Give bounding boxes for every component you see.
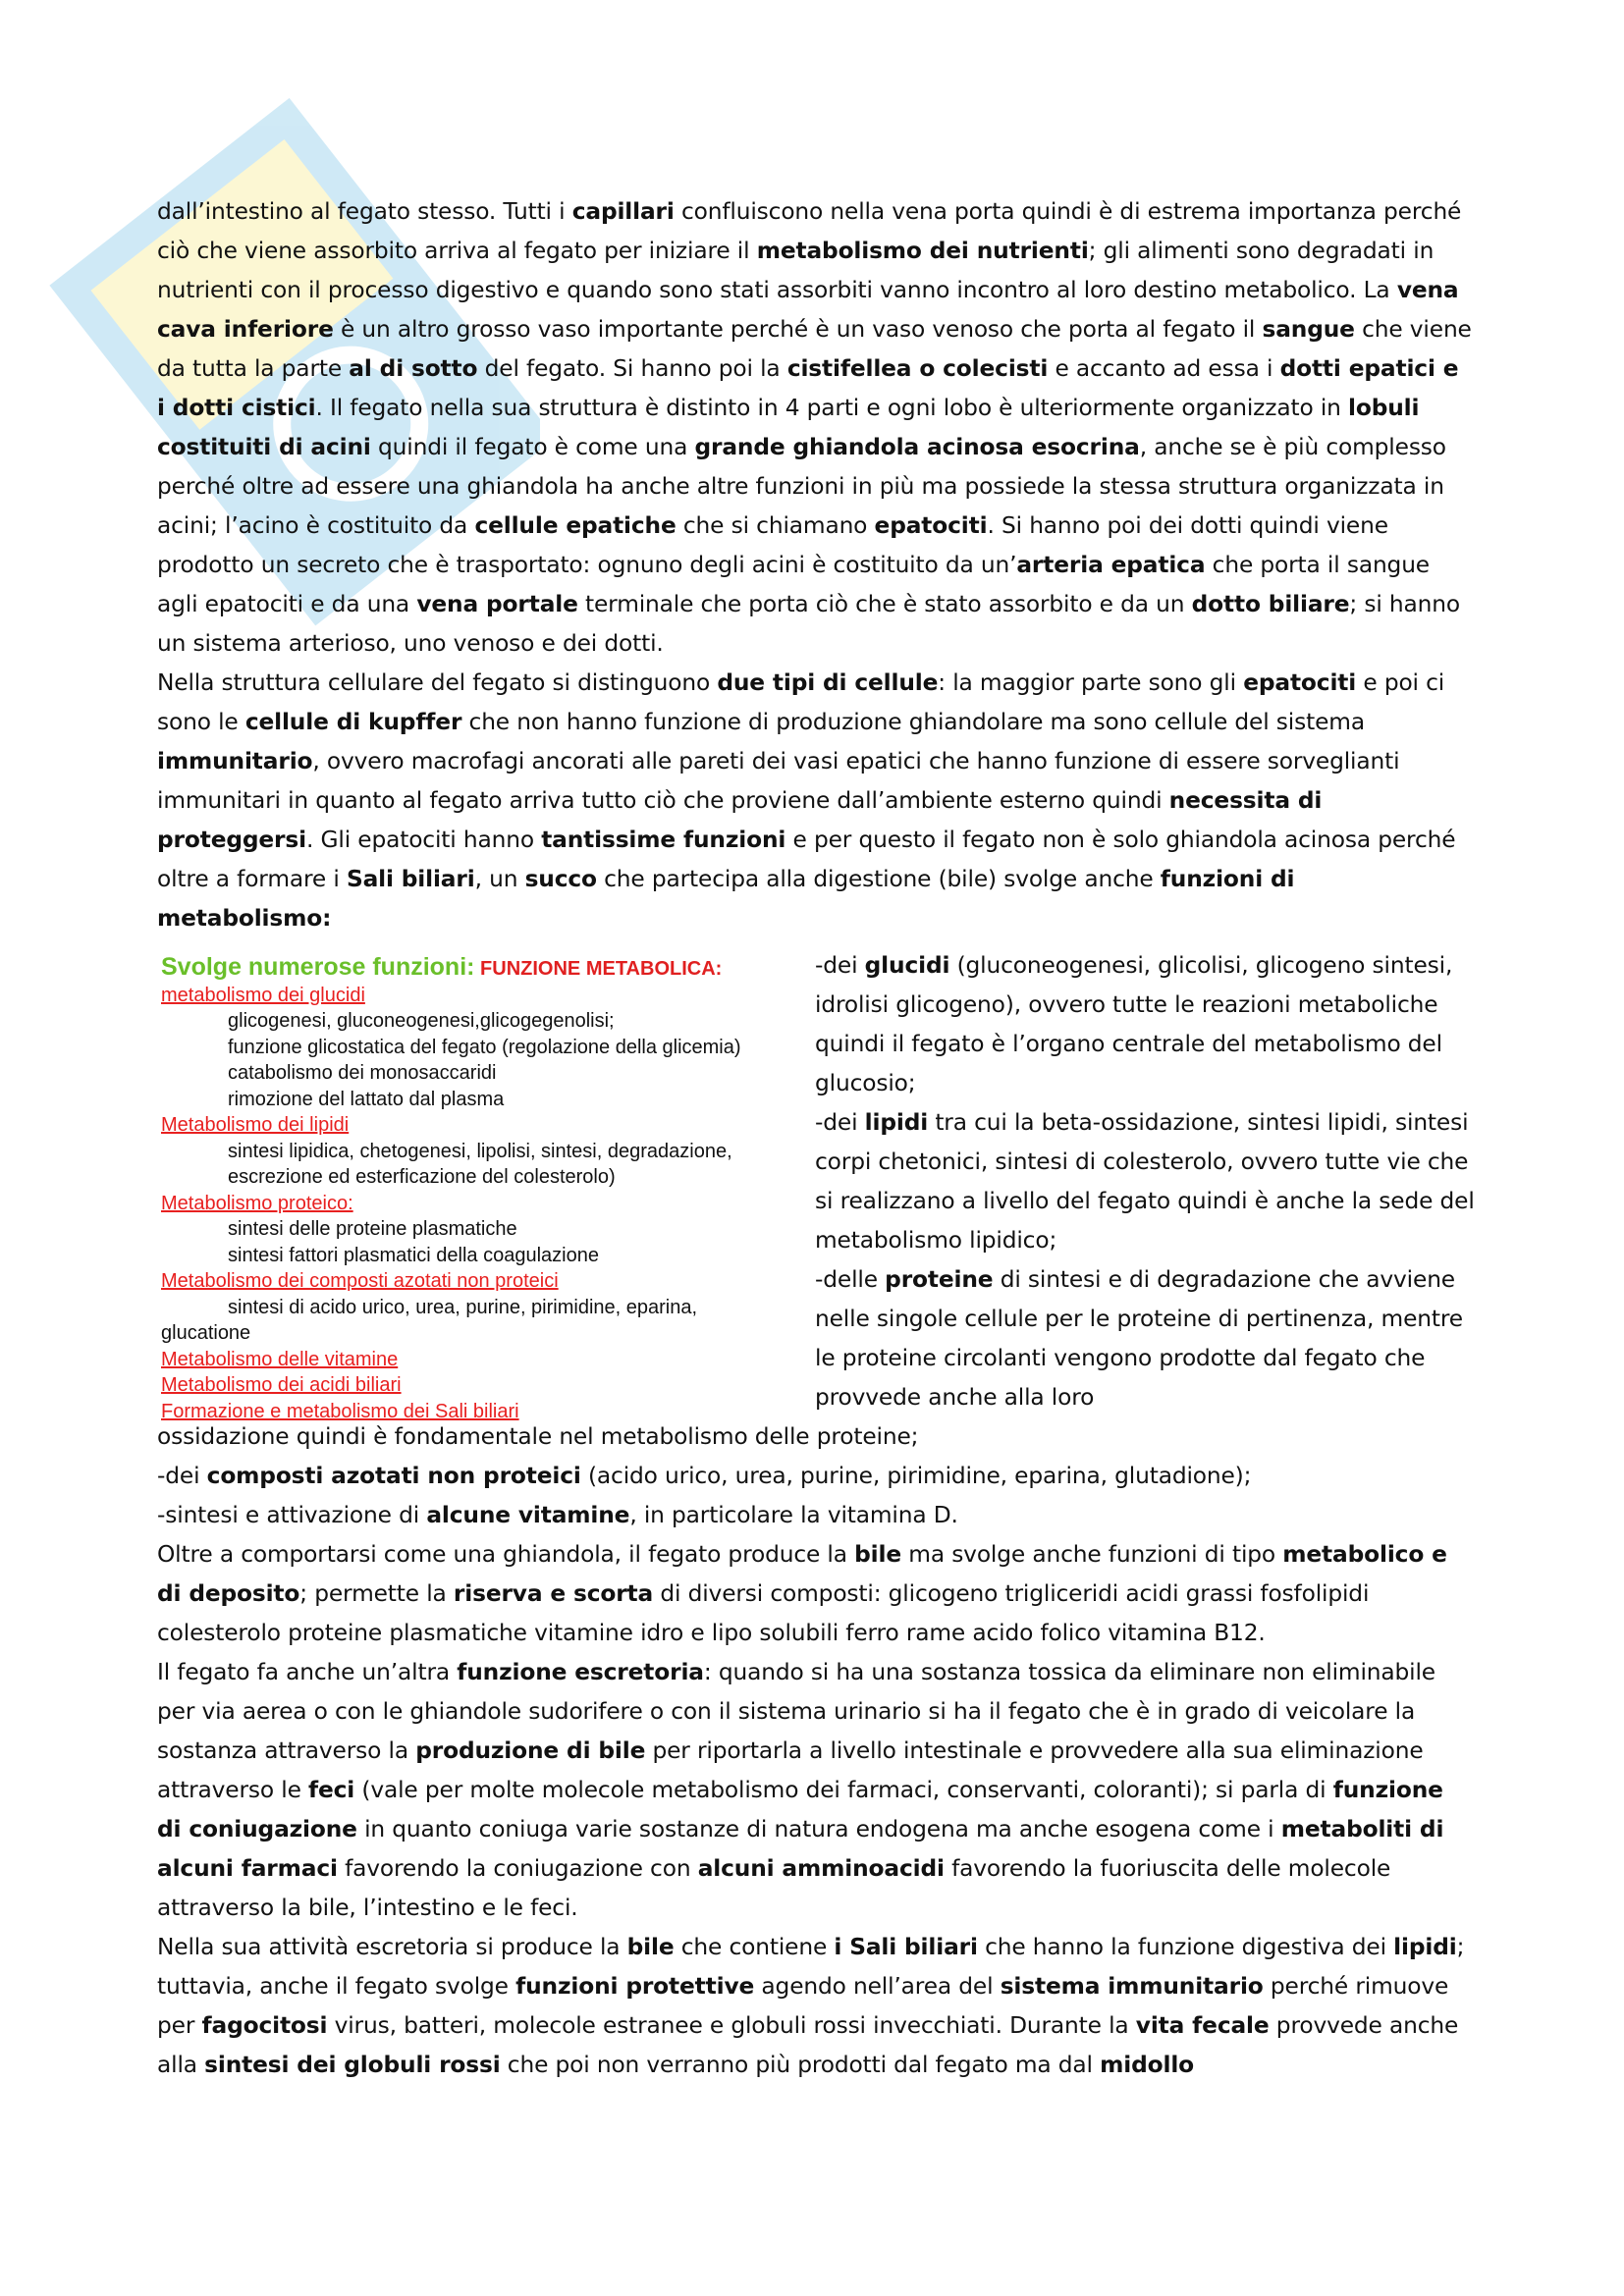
figure-line: metabolismo dei glucidi xyxy=(161,984,365,1006)
metabolic-functions-figure xyxy=(161,953,799,1422)
body-text-bottom: ossidazione quindi è fondamentale nel metabolismo delle proteine; -dei composti azotati non proteici (acido urico, urea, purine, pirimidine, eparina, glutadione); -sintesi e attivazione di alcune vitamine, in particolare la vitamina D. Oltre a comportarsi come una ghiandola, il fegato produce la bile ma svolge anche funzioni di tipo metabolico e di deposito; permette la riserva e scorta di diversi composti: glicogeno trigliceridi acidi grassi fosfolipidi colesterolo proteine plasmatiche vitamine idro e lipo solubili ferro rame acido folico vitamina B12. Il fegato fa anche un’altra funzione escretoria: quando si ha una sostanza tossica da eliminare non eliminabile per via aerea o con le ghiandole sudorifere o con il sistema urinario si ha il fegato che è in grado di veicolare la sostanza attraverso la produzione di bile per riportarla a livello intestinale e provvedere alla sua eliminazione attraverso le feci (vale per molte molecole metabolismo dei farmaci, conservanti, coloranti); si parla di funzione di coniugazione in quanto coniuga varie sostanze di natura endogena ma anche esogena come i metaboliti di alcuni farmaci favorendo la coniugazione con alcuni amminoacidi favorendo la fuoriuscita delle molecole attraverso la bile, l’intestino e le feci. Nella sua attività escretoria si produce la bile che contiene i Sali biliari che hanno la funzione digestiva dei lipidi; tuttavia, anche il fegato svolge funzioni protettive agendo nell’area del sistema immunitario perché rimuove per fagocitosi virus, batteri, molecole estranee e globuli rossi invecchiati. Durante la vita fecale provvede anche alla sintesi dei globuli rossi che poi non verranno più prodotti dal fegato ma dal midollo xyxy=(157,1423,1465,2078)
figure-line: funzione glicostatica del fegato (regolazione della glicemia) xyxy=(228,1036,741,1058)
figure-line: rimozione del lattato dal plasma xyxy=(228,1088,505,1110)
figure-line: Metabolismo dei acidi biliari xyxy=(161,1374,402,1396)
figure-line: sintesi fattori plasmatici della coagulazione xyxy=(228,1244,599,1266)
figure-line: Metabolismo proteico: xyxy=(161,1192,353,1214)
figure-line: Metabolismo delle vitamine xyxy=(161,1348,399,1370)
figure-line: escrezione ed esterficazione del colesterolo) xyxy=(228,1166,616,1188)
figure-line: sintesi lipidica, chetogenesi, lipolisi, sintesi, degradazione, xyxy=(228,1140,732,1162)
figure-line: catabolismo dei monosaccaridi xyxy=(228,1062,497,1084)
figure-line: Metabolismo dei composti azotati non proteici xyxy=(161,1270,559,1292)
figure-line: sintesi delle proteine plasmatiche xyxy=(228,1218,517,1240)
body-text-top: dall’intestino al fegato stesso. Tutti i capillari confluiscono nella vena porta quindi è di estrema importanza perché ciò che viene assorbito arriva al fegato per iniziare il metabolismo dei nutrienti; gli alimenti sono degradati in nutrienti con il processo digestivo e quando sono stati assorbiti vanno incontro al loro destino metabolico. La vena cava inferiore è un altro grosso vaso importante perché è un vaso venoso che porta al fegato il sangue che viene da tutta la parte al di sotto del fegato. Si hanno poi la cistifellea o colecisti e accanto ad essa i dotti epatici e i dotti cistici. Il fegato nella sua struttura è distinto in 4 parti e ogni lobo è ulteriormente organizzato in lobuli costituiti di acini quindi il fegato è come una grande ghiandola acinosa esocrina, anche se è più complesso perché oltre ad essere una ghiandola ha anche altre funzioni in più ma possiede la stessa struttura organizzata in acini; l’acino è costituito da cellule epatiche che si chiamano epatociti. Si hanno poi dei dotti quindi viene prodotto un secreto che è trasportato: ognuno degli acini è costituito da un’arteria epatica che porta il sangue agli epatociti e da una vena portale terminale che porta ciò che è stato assorbito e da un dotto biliare; si hanno un sistema arterioso, uno venoso e dei dotti. Nella struttura cellulare del fegato si distinguono due tipi di cellule: la maggior parte sono gli epatociti e poi ci sono le cellule di kupffer che non hanno funzione di produzione ghiandolare ma sono cellule del sistema immunitario, ovvero macrofagi ancorati alle pareti dei vasi epatici che hanno funzione di essere sorveglianti immunitari in quanto al fegato arriva tutto ciò che proviene dall’ambiente esterno quindi necessita di proteggersi. Gli epatociti hanno tantissime funzioni e per questo il fegato non è solo ghiandola acinosa perché oltre a formare i Sali biliari, un succo che partecipa alla digestione (bile) svolge anche funzioni di metabolismo: xyxy=(157,198,1472,932)
body-text-right-column: -dei glucidi (gluconeogenesi, glicolisi, glicogeno sintesi, idrolisi glicogeno), ovvero tutte le reazioni metaboliche quindi il fegato è l’organo centrale del metabolismo del glucosio; -dei lipidi tra cui la beta-ossidazione, sintesi lipidi, sintesi corpi chetonici, sintesi di colesterolo, ovvero tutte vie che si realizzano a livello del fegato quindi è anche la sede del metabolismo lipidico; -delle proteine di sintesi e di degradazione che avviene nelle singole cellule per le proteine di pertinenza, mentre le proteine circolanti vengono prodotte dal fegato che provvede anche alla loro xyxy=(815,952,1475,1411)
figure-line: Formazione e metabolismo dei Sali biliari xyxy=(161,1400,519,1422)
figure-line: sintesi di acido urico, urea, purine, pirimidine, eparina, xyxy=(228,1296,698,1318)
figure-title: Svolge numerose funzioni: xyxy=(161,953,475,981)
figure-line: glicogenesi, gluconeogenesi,glicogegenolisi; xyxy=(228,1010,615,1032)
figure-lines xyxy=(161,983,799,1425)
figure-subtitle: FUNZIONE METABOLICA: xyxy=(480,958,723,980)
figure-line: Metabolismo dei lipidi xyxy=(161,1114,350,1136)
figure-line: glucatione xyxy=(161,1322,251,1344)
